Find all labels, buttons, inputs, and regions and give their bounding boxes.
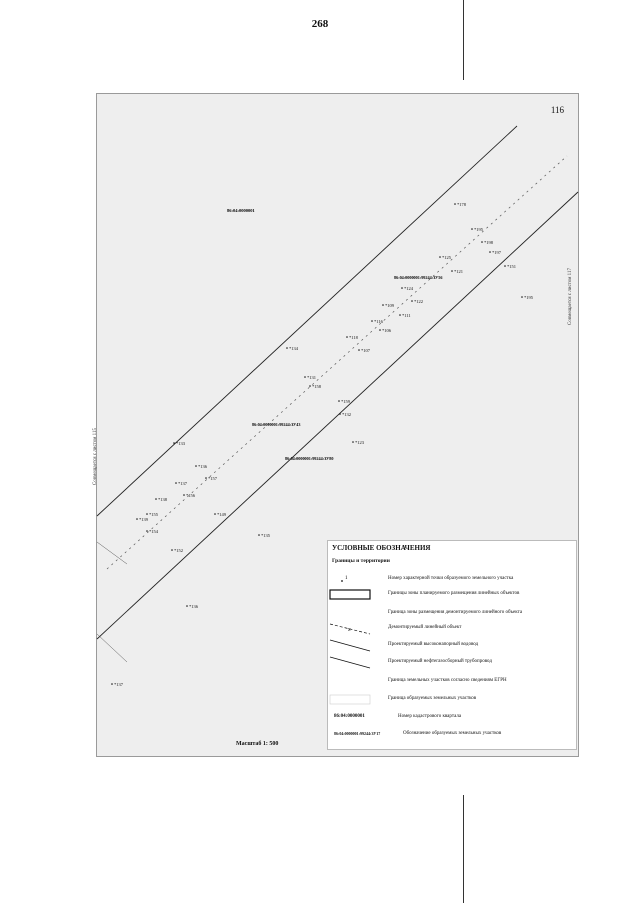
point-label: *121 <box>454 269 463 274</box>
point-marker <box>214 513 216 515</box>
legend-title: УСЛОВНЫЕ ОБОЗНАЧЕНИЯ <box>332 544 431 552</box>
point-marker <box>504 265 506 267</box>
point-label: *122 <box>414 299 423 304</box>
point-marker <box>379 329 381 331</box>
bold-rect-icon <box>328 588 376 602</box>
point-label: *124 <box>404 286 413 291</box>
parcel-label: 86:04:0000001:99244:ЗУ43 <box>252 422 301 427</box>
legend-item-parcels <box>328 693 578 707</box>
point-marker <box>439 256 441 258</box>
point-marker <box>155 498 157 500</box>
point-label: *116 <box>374 319 383 324</box>
point-label: *195 <box>474 227 483 232</box>
point-marker <box>183 494 185 496</box>
sheet-number: 116 <box>550 105 564 115</box>
side-line <box>97 542 127 564</box>
legend-item-zone <box>328 588 578 602</box>
point-marker <box>111 683 113 685</box>
point-marker <box>186 605 188 607</box>
point-label: *159 <box>341 399 350 404</box>
side-label-right: Совмещается с листом 117 <box>567 268 573 325</box>
point-marker <box>481 241 483 243</box>
legend-item-dismantled <box>328 622 578 636</box>
legend-label: Границы зоны планируемого размещения линейных объектов <box>388 591 520 596</box>
point-marker <box>489 251 491 253</box>
point-label: *149 <box>217 512 226 517</box>
legend-item-waterline <box>328 639 578 653</box>
point-label: *118 <box>349 335 358 340</box>
point-marker <box>399 314 401 316</box>
legend-label: Номер кадастрового квартала <box>398 714 462 719</box>
pipeline-dashed <box>107 156 567 569</box>
point-label: *178 <box>457 202 466 207</box>
legend-item-dismantle-zone <box>328 607 578 621</box>
legend-item-parcel-code <box>328 728 578 742</box>
point-label: *106 <box>382 328 391 333</box>
legend-item-pipeline <box>328 656 578 670</box>
point-label: *131 <box>307 375 316 380</box>
binder-line-bottom <box>463 795 464 903</box>
point-marker <box>136 518 138 520</box>
parcel-code: 86:04:0000001:99244:ЗУ17 <box>334 731 381 736</box>
point-label: *107 <box>361 348 370 353</box>
point-label: *158 <box>312 384 321 389</box>
point-marker <box>339 413 341 415</box>
point-marker <box>309 385 311 387</box>
point-label: *152 <box>174 548 183 553</box>
point-label: *134 <box>289 346 298 351</box>
point-marker <box>286 347 288 349</box>
point-marker <box>146 513 148 515</box>
point-label: *133 <box>176 441 185 446</box>
point-label: *155 <box>149 512 158 517</box>
point-label: *156 <box>186 493 195 498</box>
point-marker <box>358 349 360 351</box>
side-line <box>97 634 127 662</box>
point-marker <box>352 441 354 443</box>
point-marker <box>205 477 207 479</box>
point-marker <box>195 465 197 467</box>
legend-label: Проектируемый высоконапорный водовод <box>388 642 479 647</box>
point-label: *136 <box>189 604 198 609</box>
point-marker <box>173 442 175 444</box>
svg-text:x: x <box>348 627 351 633</box>
parcel-label: 86:04:0000001:99244:ЗУ56 <box>394 275 443 280</box>
point-marker <box>346 336 348 338</box>
point-label: *136 <box>198 464 207 469</box>
legend-label: Проектируемый нефтегазосборный трубопровод <box>388 659 492 664</box>
point-label: *135 <box>261 533 270 538</box>
point-label: *111 <box>402 313 411 318</box>
point-marker <box>146 530 148 532</box>
point-label: *132 <box>342 412 351 417</box>
legend-label: Граница земельных участков согласно сведениям ЕГРН <box>388 678 507 683</box>
point-marker <box>521 296 523 298</box>
side-label-left: Совмещается с листом 115 <box>92 428 98 485</box>
point-label: *195 <box>524 295 533 300</box>
point-label: *154 <box>149 529 158 534</box>
point-marker <box>371 320 373 322</box>
point-label: *157 <box>208 476 217 481</box>
page-number: 268 <box>311 18 329 30</box>
point-marker <box>258 534 260 536</box>
point-label: *137 <box>114 682 123 687</box>
legend-label: Демонтируемый линейный объект <box>388 625 462 630</box>
thin-rect-icon <box>328 693 376 707</box>
point-label: *137 <box>178 481 187 486</box>
quarter-label: 86:04:0000001 <box>227 208 255 213</box>
legend-label: Обозначение образуемых земельных участков <box>403 731 502 736</box>
point-marker <box>175 482 177 484</box>
point-marker <box>401 287 403 289</box>
point-label: *139 <box>139 517 148 522</box>
point-label: *198 <box>484 240 493 245</box>
legend-item-egrn <box>328 675 578 689</box>
map-frame <box>92 93 579 757</box>
svg-text:1: 1 <box>345 576 348 581</box>
legend-label: Граница образуемых земельных участков <box>388 696 477 701</box>
point-marker <box>411 300 413 302</box>
pipeline-icon <box>328 656 376 670</box>
point-label: *125 <box>442 255 451 260</box>
point-label: *197 <box>492 250 501 255</box>
legend-label: Номер характерной точки образуемого земельного участка <box>388 576 514 581</box>
dismantled-line-icon <box>328 622 376 636</box>
quarter-code: 86:04:0000001 <box>334 714 365 719</box>
point-marker <box>454 203 456 205</box>
legend-item-point <box>328 573 578 587</box>
point-marker <box>451 270 453 272</box>
parcel-label: 86:04:0000001:99244:ЗУ80 <box>285 456 334 461</box>
point-label: *151 <box>507 264 516 269</box>
point-marker <box>471 228 473 230</box>
point-marker <box>338 400 340 402</box>
legend-label: Граница зоны размещения демонтируемого линейного объекта <box>388 610 523 615</box>
point-icon <box>328 573 376 587</box>
legend-section: Границы и территории <box>332 558 390 564</box>
legend-item-quarter <box>328 711 578 725</box>
point-marker <box>304 376 306 378</box>
point-marker <box>382 304 384 306</box>
point-label: *109 <box>385 303 394 308</box>
point-marker <box>171 549 173 551</box>
scale-label: Масштаб 1: 500 <box>236 741 279 747</box>
point-label: *123 <box>355 440 364 445</box>
waterline-icon <box>328 639 376 653</box>
binder-line-top <box>463 0 464 80</box>
point-label: *138 <box>158 497 167 502</box>
map-legend <box>327 540 577 750</box>
